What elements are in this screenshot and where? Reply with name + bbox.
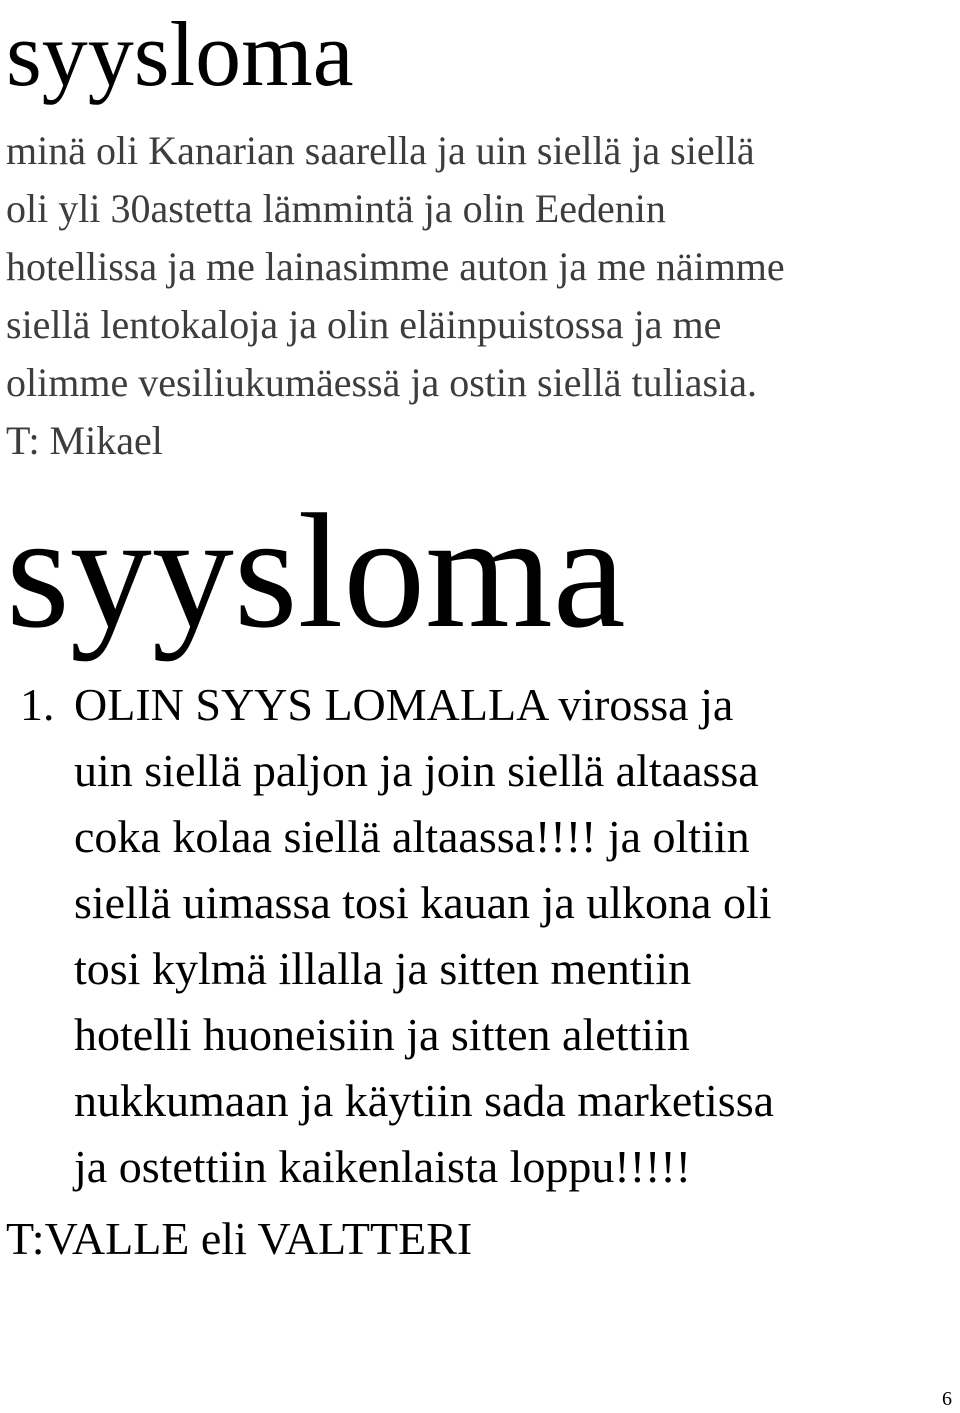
section2-line: ja ostettiin kaikenlaista loppu!!!!!: [74, 1141, 691, 1192]
section1-title: syysloma: [6, 3, 354, 105]
section2-line: tosi kylmä illalla ja sitten mentiin: [74, 943, 692, 994]
section1-line: oli yli 30astetta lämmintä ja olin Eedenin: [6, 186, 666, 231]
section1-line: olimme vesiliukumäessä ja ostin siellä tuliasia.: [6, 360, 757, 405]
section2-line: uin siellä paljon ja join siellä altaassa: [74, 745, 759, 796]
section2-title: syysloma: [6, 481, 626, 662]
section1-signature: T: Mikael: [6, 418, 163, 463]
section1-line: minä oli Kanarian saarella ja uin siellä ja siellä: [6, 128, 755, 173]
section1-line: hotellissa ja me lainasimme auton ja me näimme: [6, 244, 785, 289]
section1-line: siellä lentokaloja ja olin eläinpuistossa ja me: [6, 302, 722, 347]
section2-text: [74, 672, 774, 1200]
section2-line: nukkumaan ja käytiin sada marketissa: [74, 1075, 775, 1126]
section2-line: coka kolaa siellä altaassa!!!! ja oltiin: [74, 811, 750, 862]
page-number: 6: [942, 1388, 952, 1410]
section2-signature: T:VALLE eli VALTTERI: [6, 1213, 473, 1264]
section2-line: hotelli huoneisiin ja sitten alettiin: [74, 1009, 690, 1060]
section1-text: [6, 122, 785, 470]
list-item-number: 1.: [20, 679, 55, 730]
section2-line: siellä uimassa tosi kauan ja ulkona oli: [74, 877, 772, 928]
section2-line: OLIN SYYS LOMALLA virossa ja: [74, 679, 734, 730]
